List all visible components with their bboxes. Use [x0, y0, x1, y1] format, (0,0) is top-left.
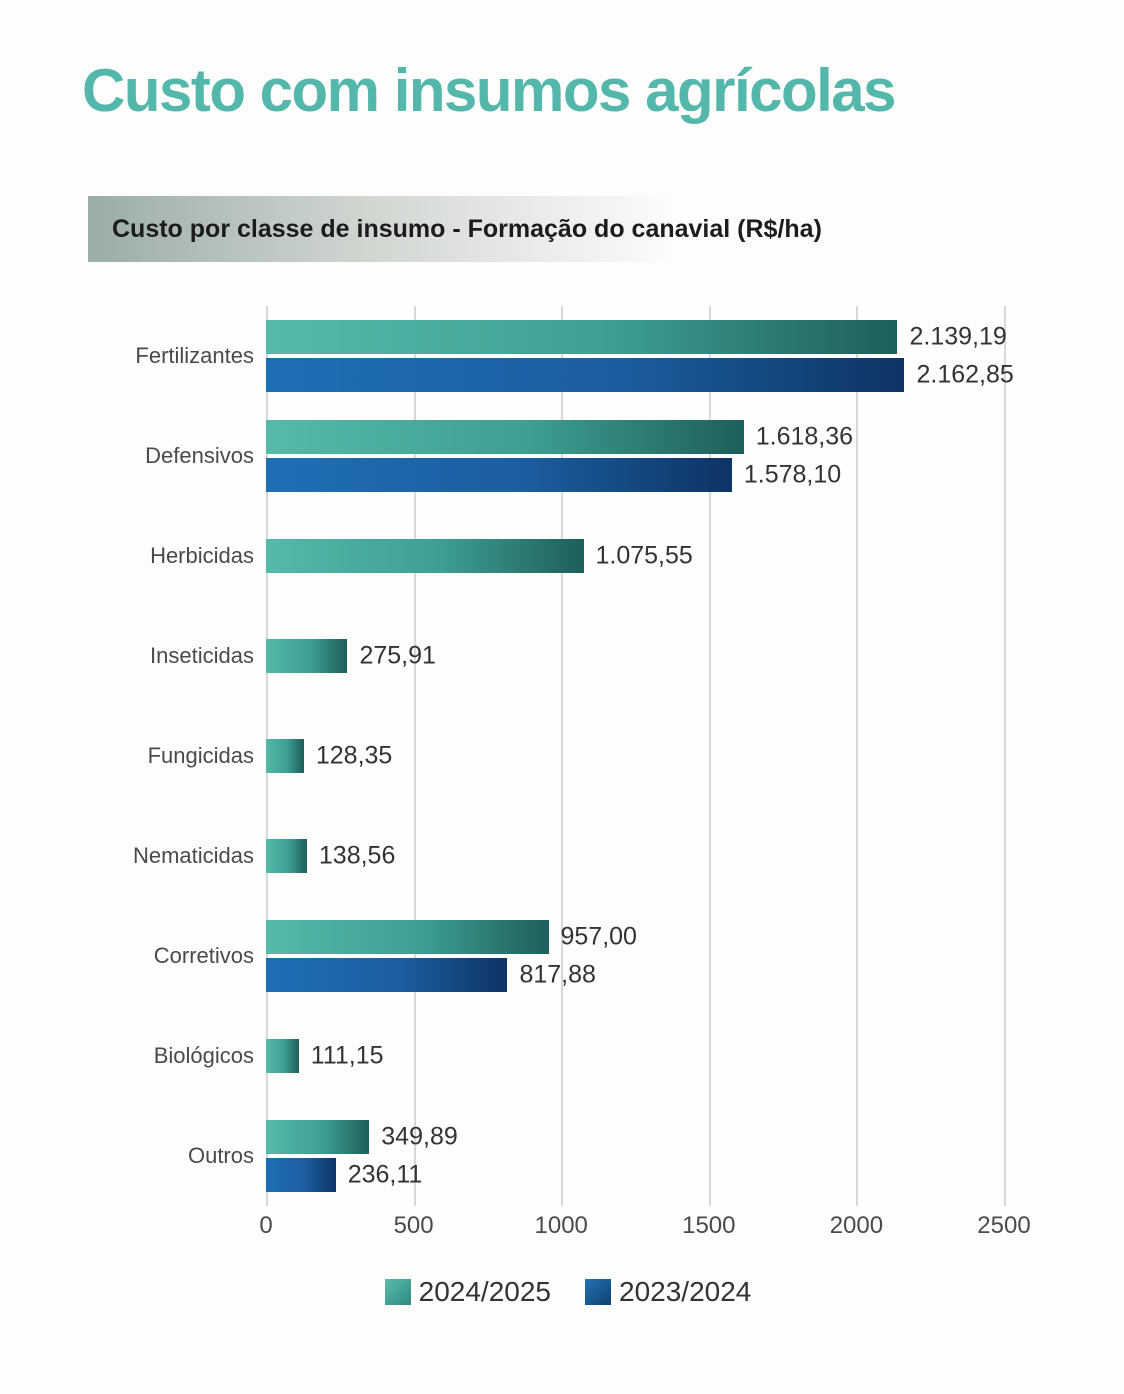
legend-label: 2024/2025 — [418, 1276, 551, 1307]
x-tick-label: 1000 — [534, 1212, 588, 1239]
x-tick-label: 500 — [393, 1212, 434, 1239]
bar-row — [135, 306, 1014, 406]
gridline — [1004, 306, 1006, 1206]
bar-value-label: 817,88 — [519, 960, 596, 989]
bar-value-label: 275,91 — [359, 641, 436, 670]
bar-value-label: 128,35 — [315, 741, 393, 770]
bar-2024-2025 — [266, 1039, 384, 1073]
bar-value-label: 236,11 — [347, 1160, 423, 1189]
bar-value-label: 1.578,10 — [743, 460, 842, 489]
bar-chart — [88, 296, 1048, 1307]
bar-2024-2025 — [266, 739, 393, 773]
bar-2023-2024 — [266, 458, 842, 492]
category-label: Fungicidas — [147, 743, 254, 768]
x-tick-label: 1500 — [682, 1212, 736, 1239]
bar-2024-2025 — [266, 920, 637, 954]
bar-row — [153, 906, 1004, 1006]
bar-value-label: 138,56 — [318, 841, 396, 870]
bar-value-label: 1.075,55 — [595, 541, 693, 570]
bar-2023-2024 — [266, 1158, 423, 1192]
category-label: Nematicidas — [132, 843, 254, 868]
bar-2023-2024 — [266, 358, 1014, 392]
bar-row — [132, 806, 1004, 906]
bar-row — [150, 606, 1004, 706]
legend-swatch-icon — [385, 1279, 411, 1305]
bar-value-label: 1.618,36 — [755, 422, 854, 451]
page-title: Custo com insumos agrícolas — [82, 57, 896, 124]
category-label: Outros — [187, 1143, 254, 1168]
legend-swatch-icon — [585, 1279, 611, 1305]
bar-value-label: 957,00 — [560, 922, 637, 951]
x-tick-label: 2500 — [977, 1212, 1031, 1239]
bar-2024-2025 — [266, 539, 693, 573]
bar-2024-2025 — [266, 1120, 458, 1154]
category-label: Defensivos — [145, 443, 254, 468]
legend-label: 2023/2024 — [619, 1276, 752, 1307]
x-tick-label: 0 — [259, 1212, 273, 1239]
bar-value-label: 349,89 — [381, 1122, 458, 1151]
bar-row — [187, 1106, 1004, 1206]
bar-row — [145, 406, 1004, 506]
bar-2024-2025 — [266, 639, 436, 673]
bar-2024-2025 — [266, 420, 854, 454]
bar-2024-2025 — [266, 320, 1007, 354]
category-label: Fertilizantes — [135, 343, 254, 368]
x-axis — [259, 1212, 1031, 1252]
x-tick-label: 2000 — [829, 1212, 884, 1239]
bar-value-label: 111,15 — [310, 1041, 384, 1070]
subtitle-banner — [88, 196, 1036, 262]
bar-row — [153, 1006, 1004, 1106]
category-label: Biológicos — [153, 1043, 254, 1068]
legend-item[interactable] — [385, 1276, 551, 1308]
bar-value-label: 2.162,85 — [916, 360, 1014, 389]
plot-area — [132, 306, 1014, 1206]
bar-row — [150, 506, 1004, 606]
chart-subtitle: Custo por classe de insumo - Formação do canavial (R$/ha) — [112, 214, 822, 243]
category-label: Inseticidas — [150, 643, 254, 668]
bar-rows — [132, 306, 1014, 1206]
bar-2023-2024 — [266, 958, 596, 992]
bar-value-label: 2.139,19 — [909, 322, 1007, 351]
chart-legend — [88, 1276, 1048, 1308]
category-label: Herbicidas — [150, 543, 254, 568]
category-label: Corretivos — [153, 943, 254, 968]
bar-row — [147, 706, 1004, 806]
legend-item[interactable] — [585, 1276, 751, 1308]
bar-2024-2025 — [266, 839, 396, 873]
